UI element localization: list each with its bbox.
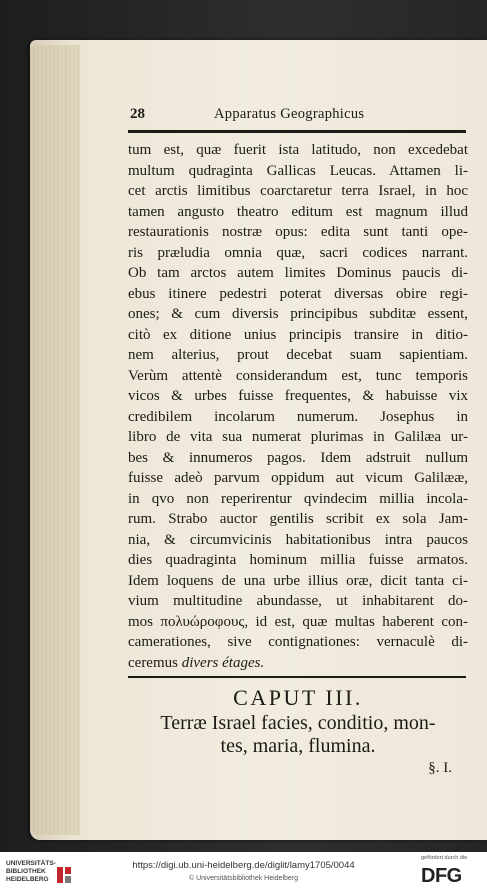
- page-edge-shading: [30, 45, 80, 835]
- chapter-title-line-1: Terræ Israel facies, conditio, mon-: [160, 712, 436, 734]
- section-mark: §. I.: [428, 760, 452, 776]
- text-line: multum qudraginta Gallicas Leucas. Attamen li-: [128, 162, 468, 179]
- text-line: restaurationis nostræ opus: edita sunt tanti ope-: [128, 224, 468, 240]
- text-line: dies quadraginta hominum millia fuisse armatos.: [128, 552, 468, 568]
- text-line: Ob tam arctos autem limites Dominus paucis di-: [128, 265, 468, 281]
- text-line: bes & innumeros pagos. Idem adstruit nullum: [128, 449, 468, 466]
- text-block: [128, 102, 468, 802]
- chapter-title-line-2: tes, maria, flumina.: [220, 735, 376, 757]
- page-number: 28: [130, 106, 145, 122]
- text-line: cet arctis limitibus coarctaretur terra Israel, in hoc: [128, 183, 468, 199]
- text-line: camerationes, sive contignationes: vernaculè di-: [128, 634, 468, 650]
- text-line: nia, & circumvicinis habitationibus intra paucos: [128, 531, 468, 548]
- text-line: ones; & cum diversis principibus subditæ essent,: [128, 306, 468, 322]
- viewer-footer: [0, 852, 487, 892]
- text-line: libro de vita sua numerat plurimas in Galilæa ur-: [128, 429, 468, 445]
- text-line: Idem loquens de una urbe illius oræ, dicit tanta ci-: [128, 572, 468, 589]
- running-head: [128, 102, 468, 126]
- text-line: citò ex ditione unius principis transire in ditio-: [128, 326, 468, 343]
- funder-note: gefördert durch die: [421, 855, 468, 861]
- text-line: vium multitudine abundasse, ut inhabitarent do-: [128, 593, 468, 609]
- text-line: rum. Strabo auctor gentilis scribit ex sola Jam-: [128, 511, 468, 527]
- running-head-title: Apparatus Geographicus: [214, 106, 365, 122]
- dfg-logo-icon: DFG: [421, 865, 462, 887]
- copyright-notice: © Universitätsbibliothek Heidelberg: [188, 875, 299, 882]
- chapter-heading: CAPUT III.: [233, 685, 363, 710]
- text-line: ebus itinere pedestri poterat diversas obire regi-: [128, 285, 468, 302]
- text-line: nem alterius, prout decebat suam sapientiam.: [128, 347, 468, 363]
- text-line: fuisse adeò parvum oppidum aut vicum Galilææ,: [128, 470, 468, 486]
- funder-block[interactable]: [421, 855, 481, 889]
- text-line: Verùm attentè considerandum est, tunc temporis: [128, 367, 468, 384]
- last-line-prefix: ceremus: [128, 654, 178, 671]
- text-line-last: [128, 653, 468, 674]
- header-rule: [128, 130, 466, 133]
- document-url-link[interactable]: https://digi.ub.uni-heidelberg.de/diglit/lamy1705/0044: [132, 860, 355, 871]
- text-line: credibilem incolarum numerum. Josephus in: [128, 408, 468, 425]
- french-phrase: divers étages.: [181, 654, 265, 671]
- library-name: UNIVERSITÄTS- BIBLIOTHEK HEIDELBERG: [6, 860, 56, 883]
- text-line: in qvo non reperirentur qvindecim millia incola-: [128, 490, 468, 507]
- section-end-rule: [128, 676, 466, 678]
- text-line: tamen angusto theatro editum est magnum illud: [128, 203, 468, 220]
- text-line: vicos & urbes fuisse frequentes, & habuisse vix: [128, 388, 468, 404]
- text-line: ris præludia omnia quæ, sacri codices narrant.: [128, 244, 468, 261]
- chapter-title: [128, 712, 468, 758]
- text-line: mos πολυώροφους, id est, quæ multas haberent con-: [128, 613, 468, 630]
- body-text: [128, 140, 468, 673]
- text-line: tum est, quæ fuerit ista latitudo, non excedebat: [128, 142, 468, 158]
